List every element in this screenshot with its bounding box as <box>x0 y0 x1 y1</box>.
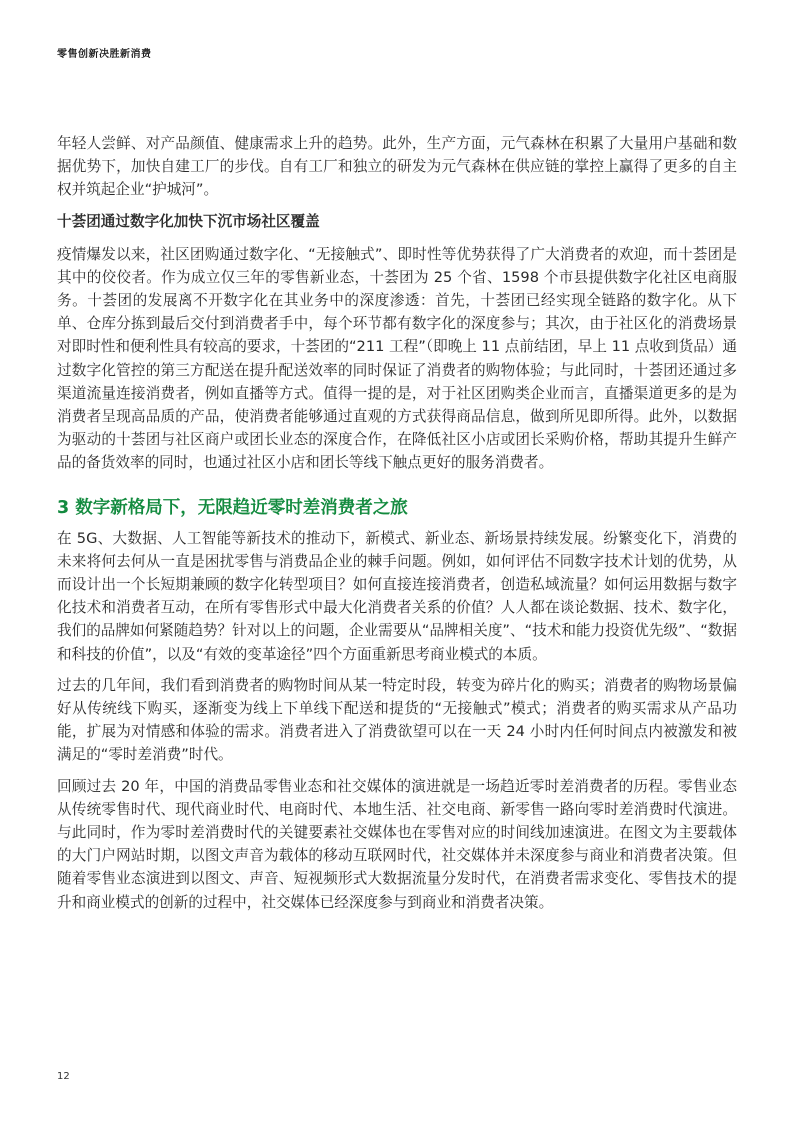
page-number: 12 <box>57 1071 70 1082</box>
paragraph-shihuituan: 疫情爆发以来，社区团购通过数字化、“无接触式”、即时性等优势获得了广大消费者的欢迎，而十荟团是其中的佼佼者。作为成立仅三年的零售新业态，十荟团为 25 个省、1598 个市县提供数字化社区电商服务。十荟团的发展离不开数字化在其业务中的深度渗透：首先，十荟团已经实现全链路的数字化。从下单、仓库分拣到最后交付到消费者手中，每个环节都有数字化的深度参与；其次，由于社区化的消费场景对即时性和便利性具有较高的要求，十荟团的“211 工程”（即晚上 11 点前结团，早上 11 点收到货品）通过数字化管控的第三方配送在提升配送效率的同时保证了消费者的购物体验；与此同时，十荟团还通过多渠道流量连接消费者，例如直播等方式。值得一提的是，对于社区团购类企业而言，直播渠道更多的是为消费者呈现高品质的产品，使消费者能够通过直观的方式获得商品信息，做到所见即所得。此外，以数据为驱动的十荟团与社区商户或团长业态的深度合作，在降低社区小店或团长采购价格，帮助其提升生鲜产品的备货效率的同时，也通过社区小店和团长等线下触点更好的服务消费者。 <box>57 245 737 472</box>
paragraph-intro: 年轻人尝鲜、对产品颜值、健康需求上升的趋势。此外，生产方面，元气森林在积累了大量用户基础和数据优势下，加快自建工厂的步伐。自有工厂和独立的研发为元气森林在供应链的掌控上赢得了更多的自主权并筑起企业“护城河”。 <box>57 135 737 199</box>
page-content <box>57 132 737 922</box>
paragraph-section-3: 回顾过去 20 年，中国的消费品零售业态和社交媒体的演进就是一场趋近零时差消费者的历程。零售业态从传统零售时代、现代商业时代、电商时代、本地生活、社交电商、新零售一路向零时差消费时代演进。与此同时，作为零时差消费时代的关键要素社交媒体也在零售对应的时间线加速演进。在图文为主要载体的大门户网站时期，以图文声音为载体的移动互联网时代，社交媒体并未深度参与商业和消费者决策。但随着零售业态演进到以图文、声音、短视频形式大数据流量分发时代，在消费者需求变化、零售技术的提升和商业模式的创新的过程中，社交媒体已经深度参与到商业和消费者决策。 <box>57 777 737 911</box>
paragraph-section-1: 在 5G、大数据、人工智能等新技术的推动下，新模式、新业态、新场景持续发展。纷繁变化下，消费的未来将何去何从一直是困扰零售与消费品企业的棘手问题。例如，如何评估不同数字技术计划的优势，从而设计出一个长短期兼顾的数字化转型项目？如何直接连接消费者，创造私域流量？如何运用数据与数字化技术和消费者互动，在所有零售形式中最大化消费者关系的价值？人人都在谈论数据、技术、数字化，我们的品牌如何紧随趋势？针对以上的问题，企业需要从“品牌相关度”、“技术和能力投资优先级”、“数据和科技的价值”，以及“有效的变革途径”四个方面重新思考商业模式的本质。 <box>57 529 737 663</box>
subheading-shihuituan: 十荟团通过数字化加快下沉市场社区覆盖 <box>57 212 320 230</box>
running-header: 零售创新决胜新消费 <box>57 49 152 60</box>
paragraph-section-2: 过去的几年间，我们看到消费者的购物时间从某一特定时段，转变为碎片化的购买；消费者的购物场景偏好从传统线下购买，逐渐变为线上下单线下配送和提货的“无接触式”模式；消费者的购买需求从产品功能，扩展为对情感和体验的需求。消费者进入了消费欲望可以在一天 24 小时内任何时间点内被激发和被满足的“零时差消费”时代。 <box>57 676 737 764</box>
section-heading: 3 数字新格局下，无限趋近零时差消费者之旅 <box>57 497 408 518</box>
